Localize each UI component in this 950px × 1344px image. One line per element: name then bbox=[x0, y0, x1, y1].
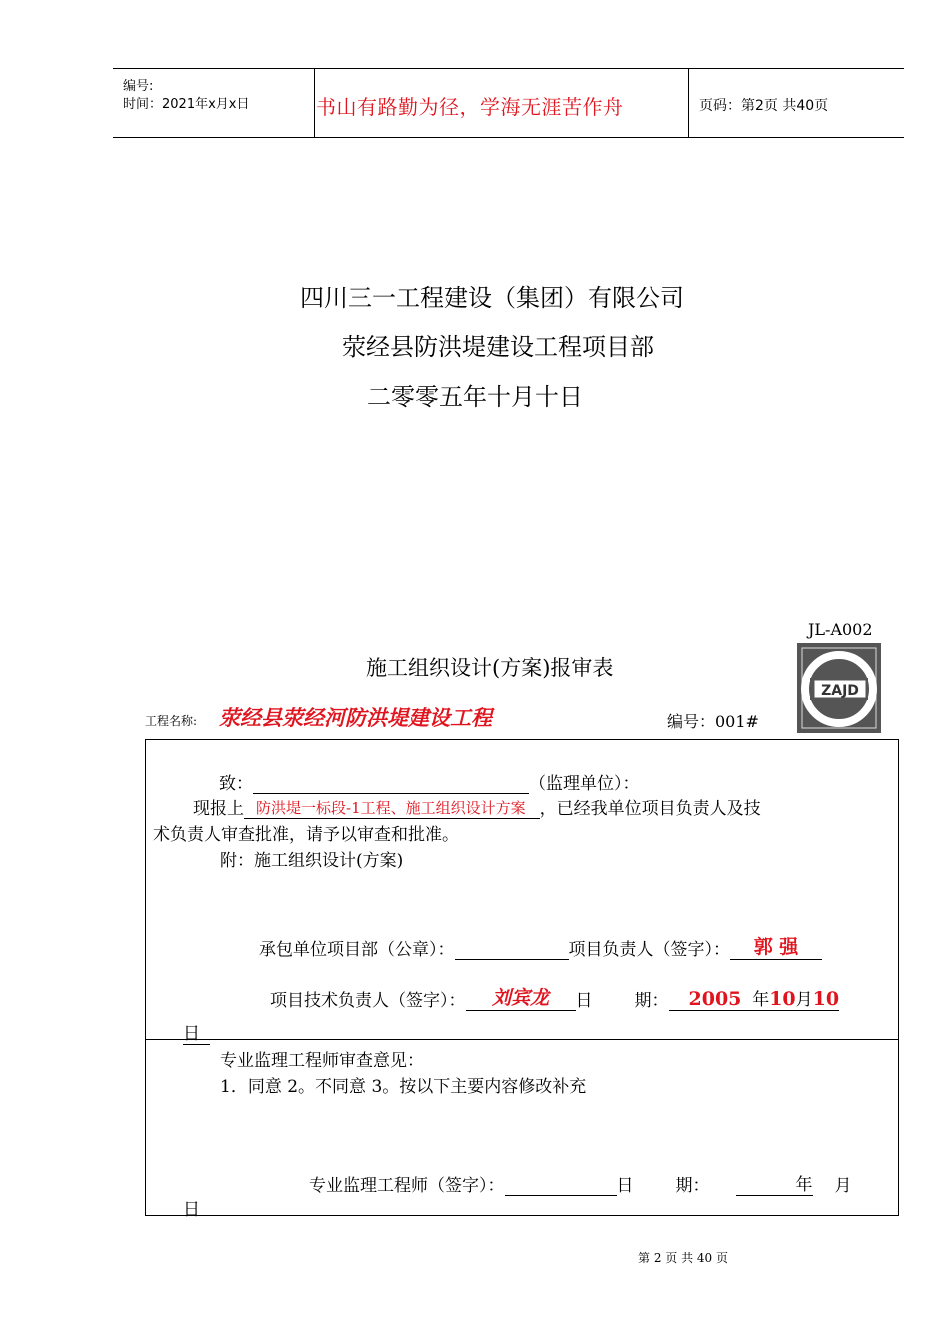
review-options: 1．同意 2。不同意 3。按以下主要内容修改补充 bbox=[220, 1077, 587, 1097]
form-title: 施工组织设计(方案)报审表 bbox=[366, 656, 614, 680]
to-label: 致： bbox=[219, 774, 253, 794]
date-field bbox=[669, 985, 840, 1011]
header-motto: 书山有路勤为径，学海无涯苦作舟 bbox=[316, 95, 624, 119]
tech-line bbox=[270, 983, 839, 1011]
header-time-label: 时间：2021年x月x日 bbox=[123, 97, 250, 112]
tech-signature: 刘宾龙 bbox=[466, 983, 576, 1011]
svg-text:ZAJD: ZAJD bbox=[821, 683, 859, 699]
report-prefix: 现报上 bbox=[193, 799, 244, 819]
project-name: 荥经县荥经河防洪堤建设工程 bbox=[219, 705, 492, 730]
report-line bbox=[193, 794, 761, 819]
zajd-logo-icon bbox=[796, 642, 882, 734]
review-title: 专业监理工程师审查意见： bbox=[220, 1051, 424, 1071]
engineer-month: 月 bbox=[834, 1176, 852, 1196]
date-label: 期： bbox=[634, 991, 669, 1011]
manager-signature: 郭 强 bbox=[730, 932, 822, 960]
date-day: 10 bbox=[812, 988, 840, 1010]
report-line-2: 术负责人审查批准，请予以审查和批准。 bbox=[153, 825, 459, 845]
header-page-label: 页码：第2页 共40页 bbox=[699, 98, 829, 114]
date-year: 2005 bbox=[688, 988, 742, 1010]
department-name: 荥经县防洪堤建设工程项目部 bbox=[342, 333, 654, 361]
contractor-seal-field[interactable] bbox=[455, 941, 569, 960]
manager-label: 项目负责人（签字）： bbox=[568, 940, 730, 960]
contractor-line bbox=[259, 932, 822, 960]
report-suffix: ，已经我单位项目负责人及技 bbox=[539, 799, 761, 819]
year-unit: 年 bbox=[752, 990, 770, 1010]
header-divider bbox=[688, 69, 689, 137]
to-line bbox=[219, 769, 640, 794]
footer-page: 第 2 页 共 40 页 bbox=[638, 1251, 728, 1265]
form-divider bbox=[146, 1039, 898, 1040]
form-code: JL-A002 bbox=[808, 620, 873, 639]
supervisor-unit-field[interactable] bbox=[253, 775, 529, 794]
engineer-day-char: 日 bbox=[183, 1200, 200, 1220]
engineer-signature-field[interactable] bbox=[505, 1177, 617, 1196]
date-month: 10 bbox=[769, 988, 796, 1010]
contractor-label: 承包单位项目部（公章）： bbox=[259, 940, 455, 960]
engineer-label: 专业监理工程师（签字）： bbox=[309, 1176, 505, 1196]
page-header bbox=[113, 68, 904, 138]
report-item: 防洪堤一标段-1工程、施工组织设计方案 bbox=[244, 797, 540, 819]
tech-label: 项目技术负责人（签字）： bbox=[270, 991, 466, 1011]
cover-date: 二零零五年十月十日 bbox=[367, 383, 583, 411]
day-char: 日 bbox=[183, 1019, 210, 1045]
engineer-line bbox=[309, 1170, 852, 1196]
day-label: 日 bbox=[575, 991, 593, 1011]
company-logo bbox=[796, 642, 882, 734]
engineer-day: 日 bbox=[616, 1176, 634, 1196]
engineer-date-field[interactable]: 年 bbox=[736, 1170, 813, 1196]
engineer-date-label: 期： bbox=[675, 1176, 710, 1196]
month-unit: 月 bbox=[795, 990, 813, 1010]
header-divider bbox=[314, 69, 315, 137]
review-form bbox=[145, 739, 899, 1220]
project-label: 工程名称: bbox=[145, 714, 198, 728]
company-name: 四川三一工程建设（集团）有限公司 bbox=[300, 284, 684, 312]
form-number: 编号：001# bbox=[667, 712, 759, 731]
attachment-line: 附：施工组织设计(方案) bbox=[220, 851, 404, 871]
to-suffix: （监理单位）： bbox=[529, 774, 640, 794]
header-number-label: 编号: bbox=[123, 79, 154, 94]
